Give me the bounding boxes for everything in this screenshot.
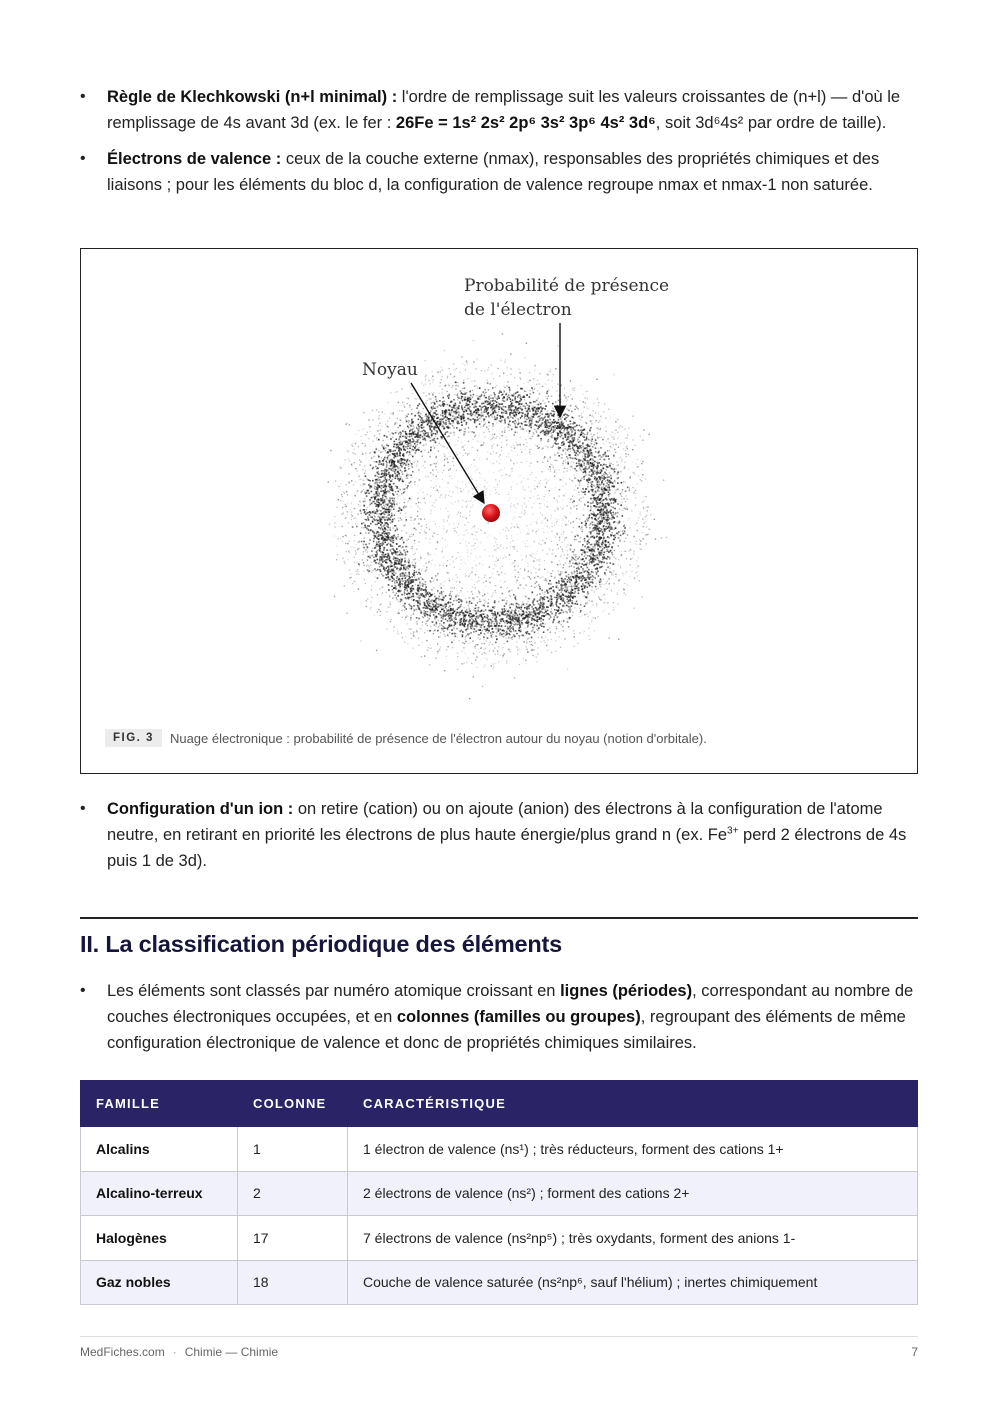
bullet-classification (80, 978, 920, 1056)
page-number: 7 (911, 1345, 918, 1359)
bullet-title: Électrons de valence : (107, 150, 282, 168)
figure-electron-cloud (80, 248, 918, 774)
table-header-row (81, 1081, 918, 1127)
nucleus-arrow (411, 383, 484, 503)
bullet-valence-electrons (80, 146, 920, 198)
bullet-text: ceux de la couche externe (nmax), responsables des propriétés chimiques et des liaisons ; pour les éléments du bloc d, la configuration de valence regroupe nmax et nmax-1 non saturée. (107, 150, 880, 194)
bullet-list-classification (80, 978, 920, 1066)
figure-caption-text: Nuage électronique : probabilité de présence de l'électron autour du noyau (notion d'orbitale). (169, 730, 707, 746)
header-caracteristique: CARACTÉRISTIQUE (348, 1081, 918, 1127)
nucleus-label: Noyau (362, 360, 418, 380)
nucleus-dot (482, 504, 500, 522)
bold-term: lignes (périodes) (560, 982, 693, 1000)
footer-divider (80, 1336, 918, 1337)
electron-cloud-illustration (81, 249, 919, 719)
bullet-text: , soit 3d⁶4s² par ordre de taille). (655, 114, 887, 132)
bullet-list-top (80, 84, 920, 208)
cell-colonne: 18 (238, 1260, 348, 1305)
bullet-text: l'ordre de remplissage suit les valeurs croissantes de (n+l) — d'où le remplissage de 4s avant 3d (ex. le fer : (107, 88, 901, 132)
footer-site: MedFiches.com (80, 1345, 165, 1359)
section-heading: II. La classification périodique des éléments (80, 931, 563, 957)
probability-label-line2: de l'électron (464, 300, 572, 320)
bullet-text: Les éléments sont classés par numéro atomique croissant en (107, 982, 561, 1000)
cell-caracteristique: 2 électrons de valence (ns²) ; forment des cations 2+ (348, 1171, 918, 1216)
bullet-klechkowski (80, 84, 920, 136)
cell-colonne: 17 (238, 1216, 348, 1261)
cell-famille: Halogènes (81, 1216, 238, 1261)
figure-caption (105, 729, 707, 747)
cell-famille: Alcalins (81, 1127, 238, 1172)
table-row (81, 1216, 918, 1261)
bullet-title: Règle de Klechkowski (n+l minimal) : (107, 88, 398, 106)
bullet-text: on retire (cation) ou on ajoute (anion) des électrons à la configuration de l'atome neutre, en retirant en priorité les électrons de plus haute énergie/plus grand n (ex. Fe (107, 800, 883, 844)
footer-separator: · (172, 1345, 177, 1359)
cell-colonne: 1 (238, 1127, 348, 1172)
footer-left (80, 1345, 278, 1359)
cell-famille: Alcalino-terreux (81, 1171, 238, 1216)
bullet-text: , correspondant au nombre de couches électroniques occupées, et en (107, 982, 914, 1026)
probability-label-line1: Probabilité de présence (464, 276, 670, 296)
header-famille: FAMILLE (81, 1081, 238, 1127)
footer-subject: Chimie — Chimie (184, 1345, 279, 1359)
cell-colonne: 2 (238, 1171, 348, 1216)
bullet-list-ion (80, 796, 920, 884)
section-divider (80, 917, 918, 919)
header-colonne: COLONNE (238, 1081, 348, 1127)
bullet-text: perd 2 électrons de 4s puis 1 de 3d). (107, 826, 907, 870)
figure-tag: FIG. 3 (105, 729, 162, 747)
cell-caracteristique: Couche de valence saturée (ns²np⁶, sauf l'hélium) ; inertes chimiquement (348, 1260, 918, 1305)
bullet-title: Configuration d'un ion : (107, 800, 294, 818)
families-table (80, 1080, 918, 1305)
table-row (81, 1171, 918, 1216)
iron-configuration: 26Fe = 1s² 2s² 2p⁶ 3s² 3p⁶ 4s² 3d⁶ (395, 114, 656, 132)
table-row (81, 1127, 918, 1172)
bullet-ion-configuration (80, 796, 920, 874)
cell-famille: Gaz nobles (81, 1260, 238, 1305)
cell-caracteristique: 1 électron de valence (ns¹) ; très réducteurs, forment des cations 1+ (348, 1127, 918, 1172)
bold-term: colonnes (familles ou groupes) (396, 1008, 641, 1026)
table-row (81, 1260, 918, 1305)
cell-caracteristique: 7 électrons de valence (ns²np⁵) ; très oxydants, forment des anions 1- (348, 1216, 918, 1261)
ion-charge: 3+ (727, 825, 739, 837)
page-footer (80, 1345, 918, 1359)
bullet-text: , regroupant des éléments de même configuration électronique de valence et donc de propriétés chimiques similaires. (107, 1008, 906, 1052)
